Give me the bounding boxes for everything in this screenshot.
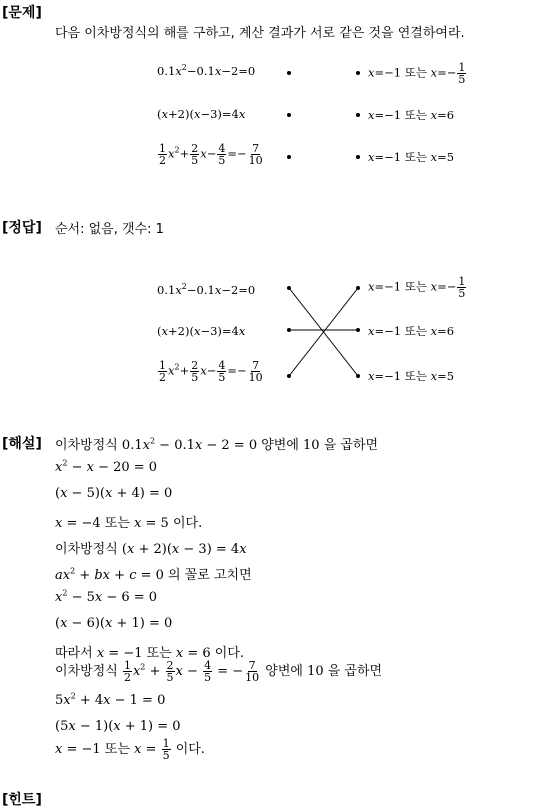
answer-left-1: $0.1x^2-0.1x-2=0$ bbox=[157, 282, 256, 297]
problem-right-1: x=−1 또는 x=− $\frac{1}{5}$ bbox=[368, 61, 466, 86]
answer-left-2: (x+2)(x−3)=4x bbox=[157, 324, 246, 338]
problem-left-1: $0.1x^2-0.1x-2=0$ bbox=[157, 63, 256, 78]
problem-left-2: (x+2)(x−3)=4x bbox=[157, 107, 246, 121]
solution-line-3: (x − 5)(x + 4) = 0 bbox=[55, 486, 173, 501]
problem-right-2: x=−1 또는 x=6 bbox=[368, 108, 455, 122]
solution-header: [해설] bbox=[2, 436, 42, 452]
solution-line-2: $x^2 - x - 20 = 0$ bbox=[55, 458, 158, 475]
solution-line-10: 이차방정식 $\frac{1}{2}$ $x^2$ + $\frac{2}{5}$ x − $\frac{4}{5}$ = − $\frac{7}{10}$ 양변에 10 을 곱하면 bbox=[55, 659, 383, 684]
problem-header: [문제] bbox=[2, 5, 42, 21]
solution-line-7: $x^2 - 5x - 6 = 0$ bbox=[55, 588, 158, 605]
answer-left-dot-2[interactable] bbox=[287, 328, 291, 332]
solution-line-12: (5x − 1)(x + 1) = 0 bbox=[55, 719, 181, 734]
answer-right-1: x=−1 또는 x=− $\frac{1}{5}$ bbox=[368, 275, 466, 300]
answer-left-dot-3[interactable] bbox=[287, 374, 291, 378]
solution-line-9: 따라서 x = −1 또는 x = 6 이다. bbox=[55, 646, 245, 661]
problem-instruction: 다음 이차방정식의 해를 구하고, 계산 결과가 서로 같은 것을 연결하여라. bbox=[55, 26, 465, 41]
solution-line-5: 이차방정식 (x + 2)(x − 3) = 4x bbox=[55, 542, 247, 557]
problem-right-3: x=−1 또는 x=5 bbox=[368, 150, 455, 164]
solution-line-11: $5x^2 + 4x - 1 = 0$ bbox=[55, 691, 166, 708]
solution-line-1: 이차방정식 $0.1x^2 - 0.1x - 2 = 0$ 양변에 10 을 곱하면 bbox=[55, 436, 379, 453]
hint-header: [힌트] bbox=[2, 792, 42, 808]
answer-right-2: x=−1 또는 x=6 bbox=[368, 324, 455, 338]
answer-left-3: $\frac{1}{2}$ $x^2+$ $\frac{2}{5}$ x− $\frac{4}{5}$ =− $\frac{7}{10}$ bbox=[159, 359, 263, 384]
answer-text: 순서: 없음, 갯수: 1 bbox=[55, 222, 164, 237]
problem-left-3: $\frac{1}{2}$ $x^2+$ $\frac{2}{5}$ x− $\frac{4}{5}$ =− $\frac{7}{10}$ bbox=[159, 142, 263, 167]
answer-right-dot-2[interactable] bbox=[356, 328, 360, 332]
answer-left-dot-1[interactable] bbox=[287, 286, 291, 290]
answer-right-3: x=−1 또는 x=5 bbox=[368, 369, 455, 383]
answer-header: [정답] bbox=[2, 220, 42, 236]
solution-line-6: $ax^2$ + bx + c = 0 의 꼴로 고치면 bbox=[55, 566, 252, 583]
solution-line-13: x = −1 또는 x = $\frac{1}{5}$ 이다. bbox=[55, 737, 205, 762]
solution-line-8: (x − 6)(x + 1) = 0 bbox=[55, 616, 173, 631]
answer-right-dot-3[interactable] bbox=[356, 374, 360, 378]
solution-line-4: x = −4 또는 x = 5 이다. bbox=[55, 516, 203, 531]
answer-right-dot-1[interactable] bbox=[356, 286, 360, 290]
